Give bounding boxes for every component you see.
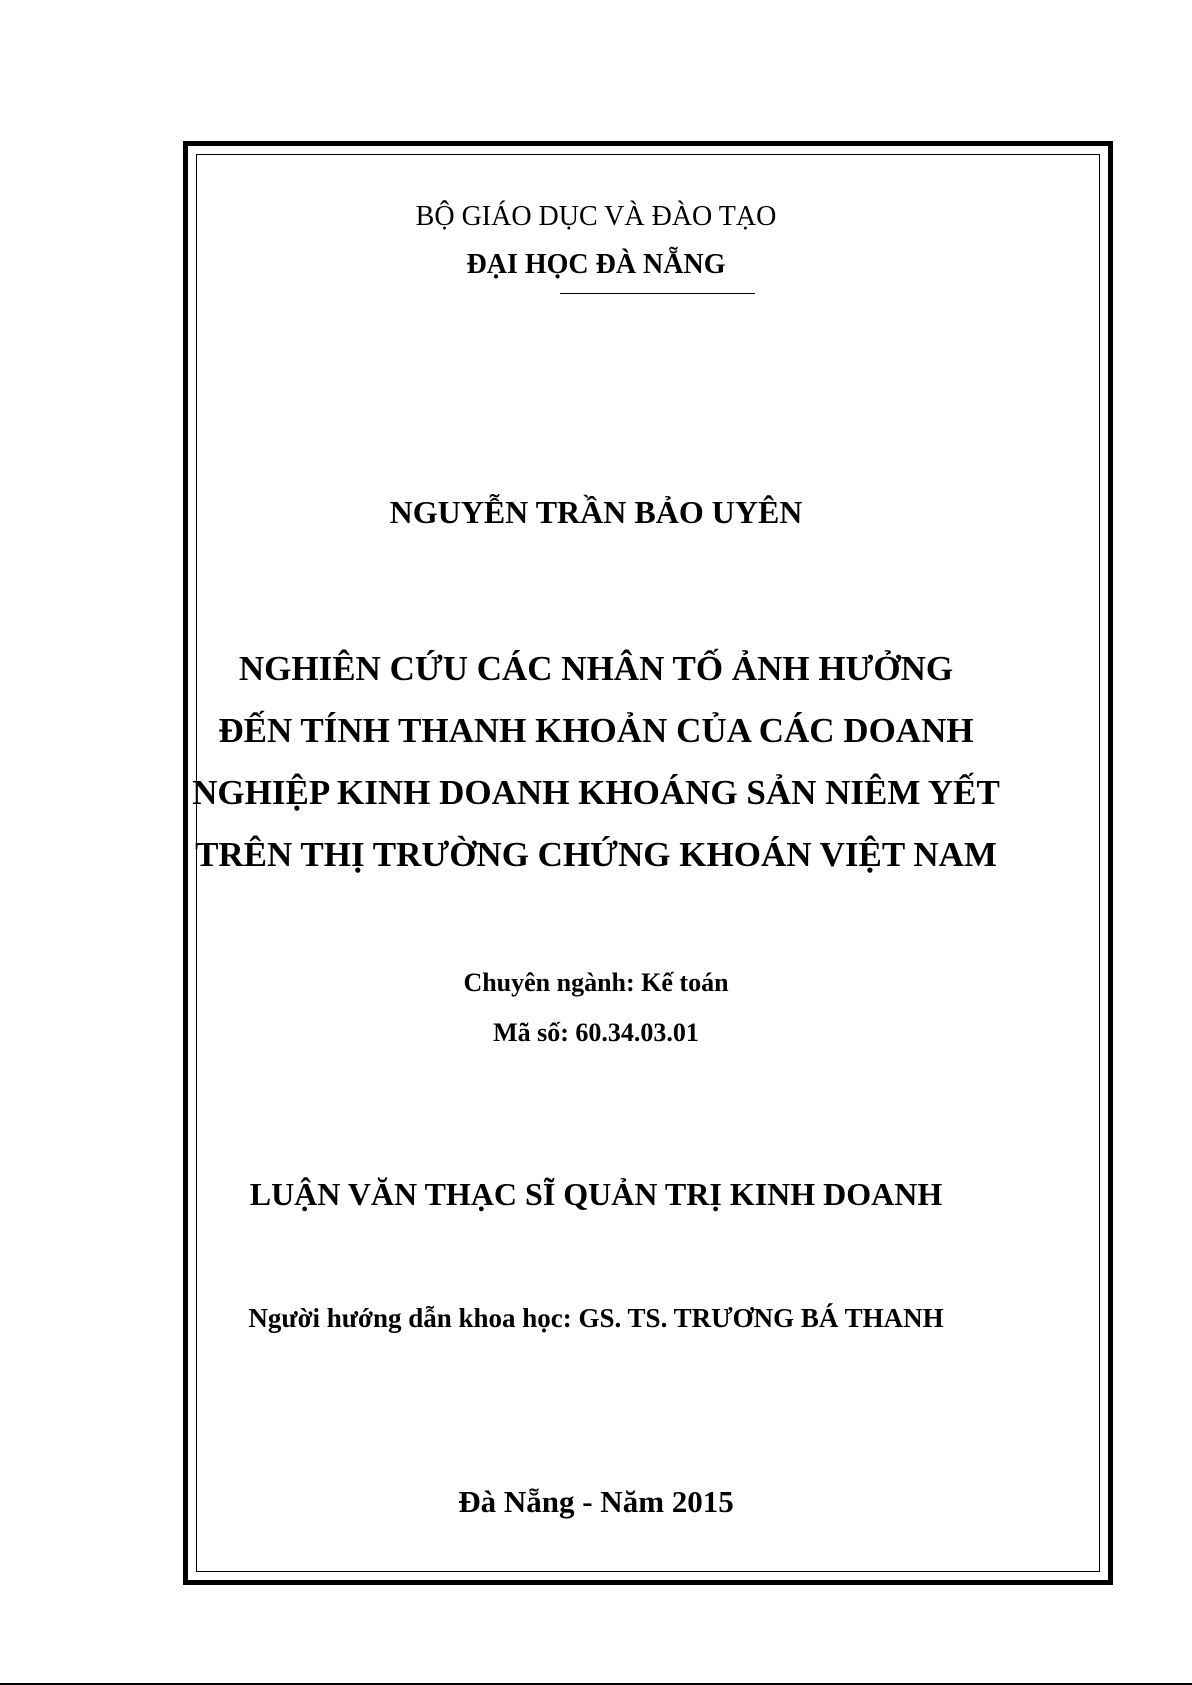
advisor: Người hướng dẫn khoa học: GS. TS. TRƯƠNG BÁ THANH — [248, 1303, 944, 1333]
place-and-year: Đà Nẵng - Năm 2015 — [458, 1484, 734, 1519]
thesis-title-line: TRÊN THỊ TRƯỜNG CHỨNG KHOÁN VIỆT NAM — [195, 835, 997, 874]
thesis-title-line: NGHIÊN CỨU CÁC NHÂN TỐ ẢNH HƯỞNG — [238, 649, 954, 688]
degree-type: LUẬN VĂN THẠC SĨ QUẢN TRỊ KINH DOANH — [249, 1176, 943, 1212]
major: Chuyên ngành: Kế toán — [463, 968, 729, 997]
ministry-name: BỘ GIÁO DỤC VÀ ĐÀO TẠO — [415, 201, 777, 232]
thesis-title-line: NGHIỆP KINH DOANH KHOÁNG SẢN NIÊM YẾT — [192, 773, 1000, 812]
header-divider — [560, 293, 755, 294]
thesis-title-line: ĐẾN TÍNH THANH KHOẢN CỦA CÁC DOANH — [218, 711, 974, 750]
major-code: Mã số: 60.34.03.01 — [493, 1018, 699, 1047]
author-name: NGUYỄN TRẦN BẢO UYÊN — [389, 494, 803, 530]
university-name: ĐẠI HỌC ĐÀ NẴNG — [466, 249, 726, 280]
